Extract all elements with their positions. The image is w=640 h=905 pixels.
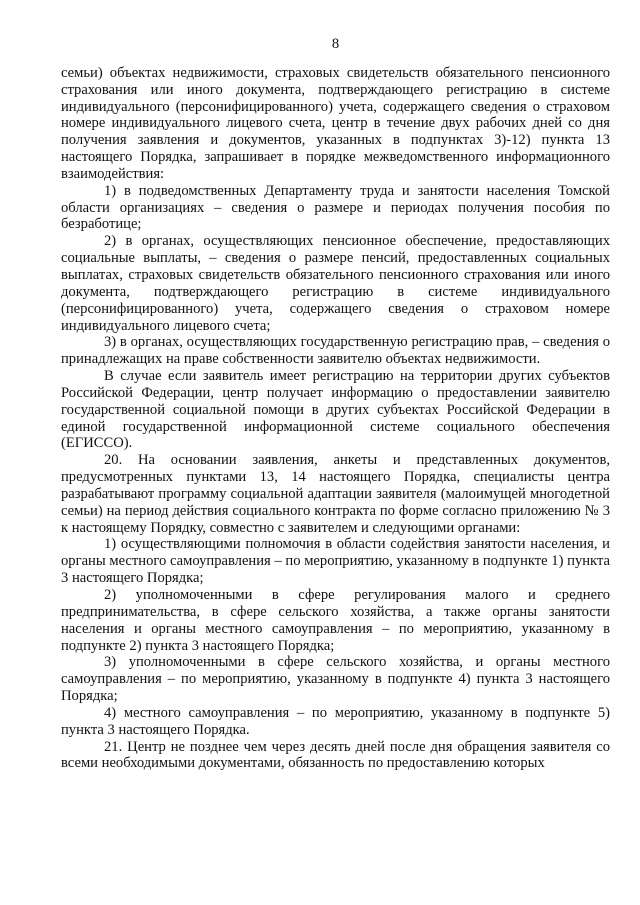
paragraph-section-21: 21. Центр не позднее чем через десять дней после дня обращения заявителя со всеми необходимыми документами, обязанность по предоставлению которых	[61, 738, 610, 772]
paragraph-organ-1: 1) осуществляющими полномочия в области содействия занятости населения, и органы местного самоуправления – по мероприятию, указанному в подпункте 1) пункта 3 настоящего Порядка;	[61, 536, 610, 587]
paragraph-organ-2: 2) уполномоченными в сфере регулирования малого и среднего предпринимательства, в сфере сельского хозяйства, а также органы занятости населения и органы местного самоуправления – по мероприятию, указанному в подпункте 2) пункта 3 настоящего Порядка;	[61, 587, 610, 654]
paragraph-section-20: 20. На основании заявления, анкеты и представленных документов, предусмотренных пунктами 13, 14 настоящего Порядка, специалисты центра разрабатывают программу социальной адаптации заявителя (малоимущей многодетной семьи) на период действия социального контракта по форме согласно приложению № 3 к настоящему Порядку, совместно с заявителем и следующими органами:	[61, 452, 610, 536]
body-text	[61, 65, 610, 772]
paragraph-item-1: 1) в подведомственных Департаменту труда и занятости населения Томской области организациях – сведения о размере и периодах получения пособия по безработице;	[61, 182, 610, 233]
paragraph-other-regions: В случае если заявитель имеет регистрацию на территории других субъектов Российской Федерации, центр получает информацию о предоставлении заявителю государственной социальной помощи в других субъектах Российской Федерации в единой государственной информационной системе социального обеспечения (ЕГИССО).	[61, 368, 610, 452]
paragraph-item-2: 2) в органах, осуществляющих пенсионное обеспечение, предоставляющих социальные выплаты, – сведения о размере пенсий, предоставленных социальных выплатах, страховых свидетельств обязательного пенсионного страхования или иного документа, подтверждающего регистрацию в системе индивидуального (персонифицированного) учета, содержащего сведения о страховом номере индивидуального лицевого счета;	[61, 233, 610, 334]
paragraph-item-3: 3) в органах, осуществляющих государственную регистрацию прав, – сведения о принадлежащих на праве собственности заявителю объектах недвижимости.	[61, 334, 610, 368]
page-number: 8	[331, 36, 340, 52]
paragraph-continuation: семьи) объектах недвижимости, страховых свидетельств обязательного пенсионного страхования или иного документа, подтверждающего регистрацию в системе индивидуального (персонифицированного) учета, содержащего сведения о страховом номере индивидуального лицевого счета, центр в течение двух рабочих дней со дня получения заявления и документов, указанных в подпунктах 3)-12) пункта 13 настоящего Порядка, запрашивает в порядке межведомственного информационного взаимодействия:	[61, 64, 610, 182]
paragraph-organ-4: 4) местного самоуправления – по мероприятию, указанному в подпункте 5) пункта 3 настоящего Порядка.	[61, 704, 610, 738]
paragraph-organ-3: 3) уполномоченными в сфере сельского хозяйства, и органы местного самоуправления – по мероприятию, указанному в подпункте 4) пункта 3 настоящего Порядка;	[61, 654, 610, 705]
